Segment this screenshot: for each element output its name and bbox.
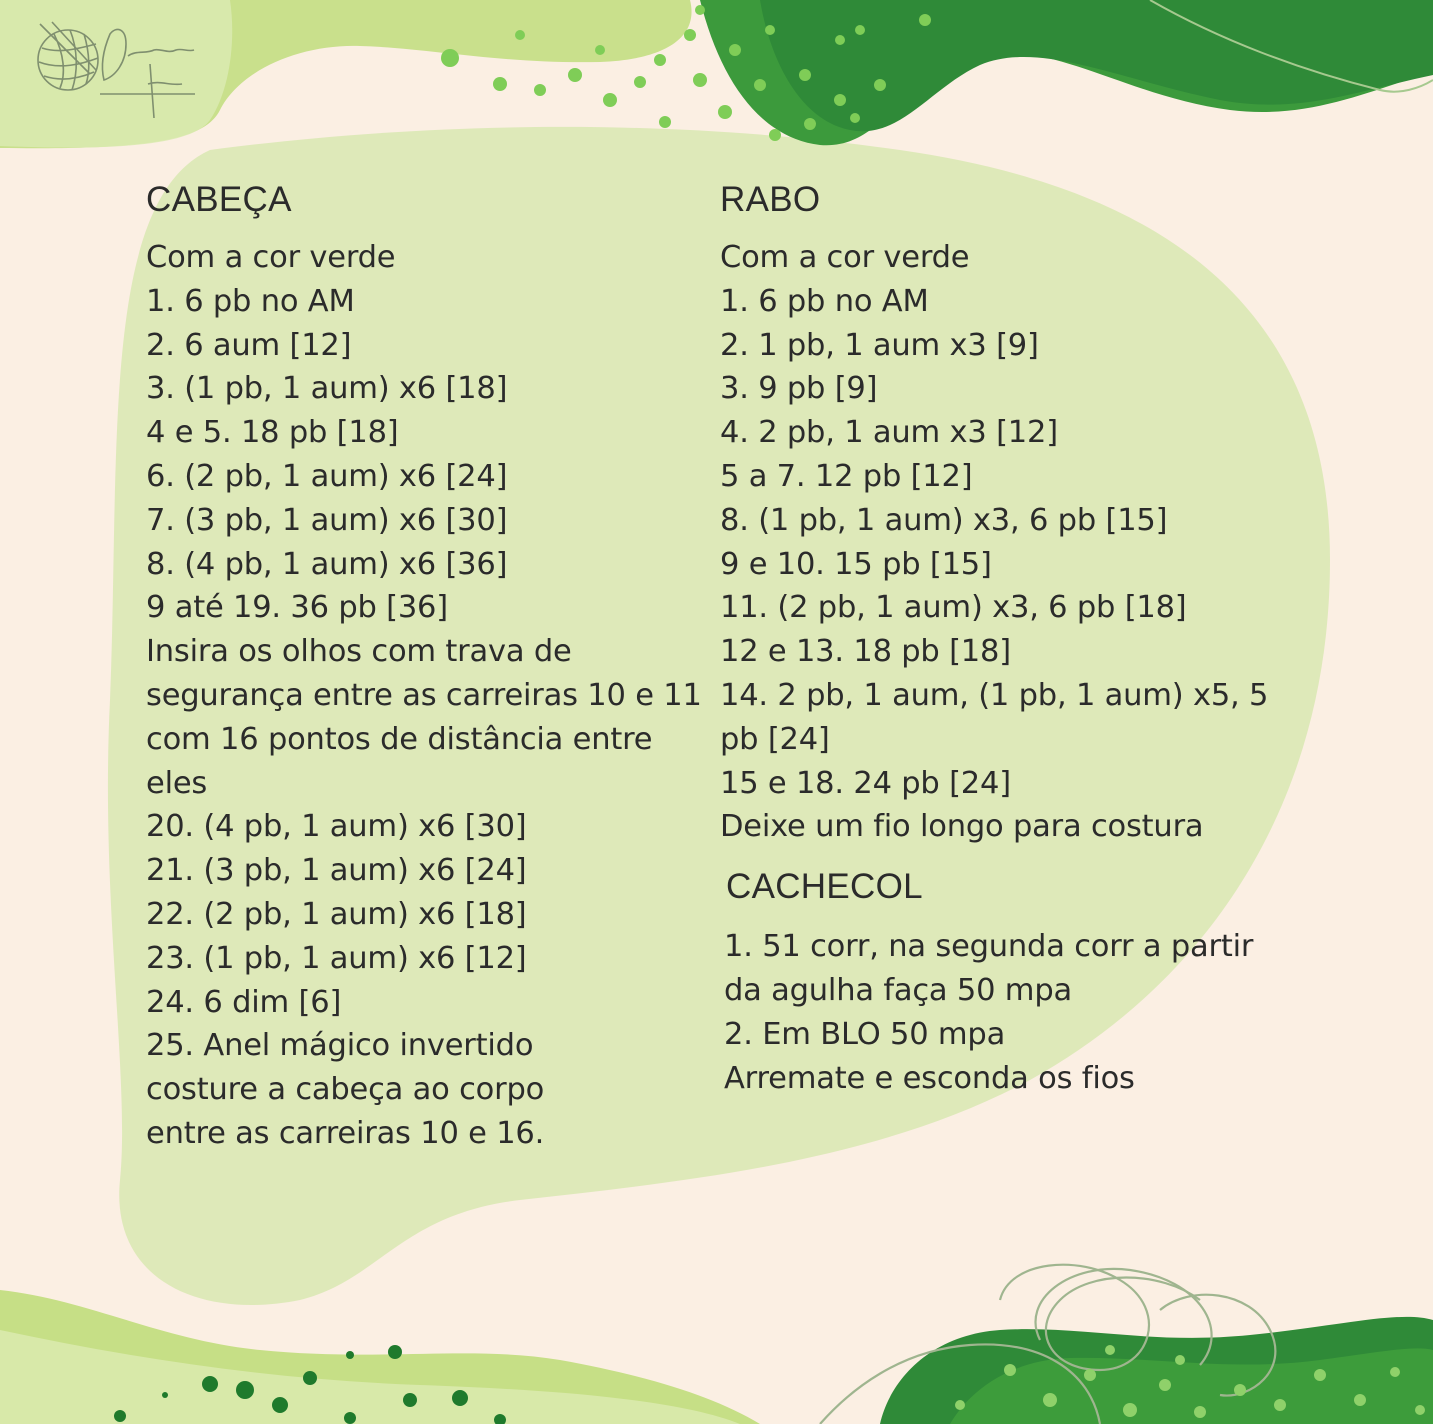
rabo-line: 11. (2 pb, 1 aum) x3, 6 pb [18] [720, 590, 1187, 626]
cabeca-line: 2. 6 aum [12] [146, 327, 352, 363]
cabeca-title: CABEÇA [146, 180, 292, 219]
cabeca-line: 4 e 5. 18 pb [18] [146, 415, 399, 451]
cabeca-line: 24. 6 dim [6] [146, 984, 342, 1020]
rabo-line: 2. 1 pb, 1 aum x3 [9] [720, 327, 1039, 363]
cabeca-line: 20. (4 pb, 1 aum) x6 [30] [146, 809, 527, 845]
rabo-line: Com a cor verde [720, 240, 970, 275]
rabo-line: 12 e 13. 18 pb [18] [720, 634, 1011, 670]
cachecol-line: 1. 51 corr, na segunda corr a partir [724, 929, 1254, 965]
rabo-title: RABO [720, 180, 821, 219]
cachecol-line: Arremate e esconda os fios [724, 1060, 1135, 1096]
cachecol-line: 2. Em BLO 50 mpa [724, 1016, 1006, 1052]
cabeca-line: 21. (3 pb, 1 aum) x6 [24] [146, 853, 527, 889]
cabeca-line: entre as carreiras 10 e 16. [146, 1115, 545, 1151]
logo-text [140, 73, 141, 74]
cabeca-line: 7. (3 pb, 1 aum) x6 [30] [146, 502, 508, 538]
cabeca-line: 9 até 19. 36 pb [36] [146, 590, 448, 626]
cabeca-line: 8. (4 pb, 1 aum) x6 [36] [146, 546, 508, 582]
cabeca-line: 22. (2 pb, 1 aum) x6 [18] [146, 896, 527, 932]
rabo-line: 3. 9 pb [9] [720, 371, 878, 407]
rabo-line: 5 a 7. 12 pb [12] [720, 458, 973, 494]
cabeca-line: Com a cor verde [146, 240, 396, 275]
rabo-line: 15 e 18. 24 pb [24] [720, 765, 1011, 801]
cabeca-line: segurança entre as carreiras 10 e 11 [146, 677, 702, 713]
cabeca-line: eles [146, 765, 208, 801]
yarn-ball-icon [30, 14, 205, 124]
cabeca-line: 25. Anel mágico invertido [146, 1028, 534, 1064]
rabo-line: 1. 6 pb no AM [720, 283, 929, 319]
cabeca-line: costure a cabeça ao corpo [146, 1072, 545, 1108]
rabo-lines [720, 236, 1320, 849]
top-right-blob-dark [760, 0, 1433, 131]
rabo-line: Deixe um fio longo para costura [720, 809, 1204, 845]
cabeca-line: 6. (2 pb, 1 aum) x6 [24] [146, 458, 508, 494]
rabo-line: 9 e 10. 15 pb [15] [720, 546, 992, 582]
cabeca-section [146, 176, 716, 1156]
rabo-line: 4. 2 pb, 1 aum x3 [12] [720, 415, 1058, 451]
rabo-section [720, 176, 1320, 1100]
cabeca-line: com 16 pontos de distância entre [146, 721, 653, 757]
cabeca-line: Insira os olhos com trava de [146, 634, 572, 670]
cachecol-line: da agulha faça 50 mpa [724, 972, 1072, 1008]
cabeca-line: 1. 6 pb no AM [146, 283, 355, 319]
rabo-line: 8. (1 pb, 1 aum) x3, 6 pb [15] [720, 502, 1168, 538]
cabeca-line: 23. (1 pb, 1 aum) x6 [12] [146, 940, 527, 976]
cabeca-line: 3. (1 pb, 1 aum) x6 [18] [146, 371, 508, 407]
cabeca-lines [146, 236, 716, 1156]
cachecol-lines [724, 925, 1320, 1100]
brand-logo [30, 14, 205, 124]
cachecol-title: CACHECOL [726, 867, 923, 907]
rabo-line: 14. 2 pb, 1 aum, (1 pb, 1 aum) x5, 5 pb [24] [720, 677, 1269, 757]
